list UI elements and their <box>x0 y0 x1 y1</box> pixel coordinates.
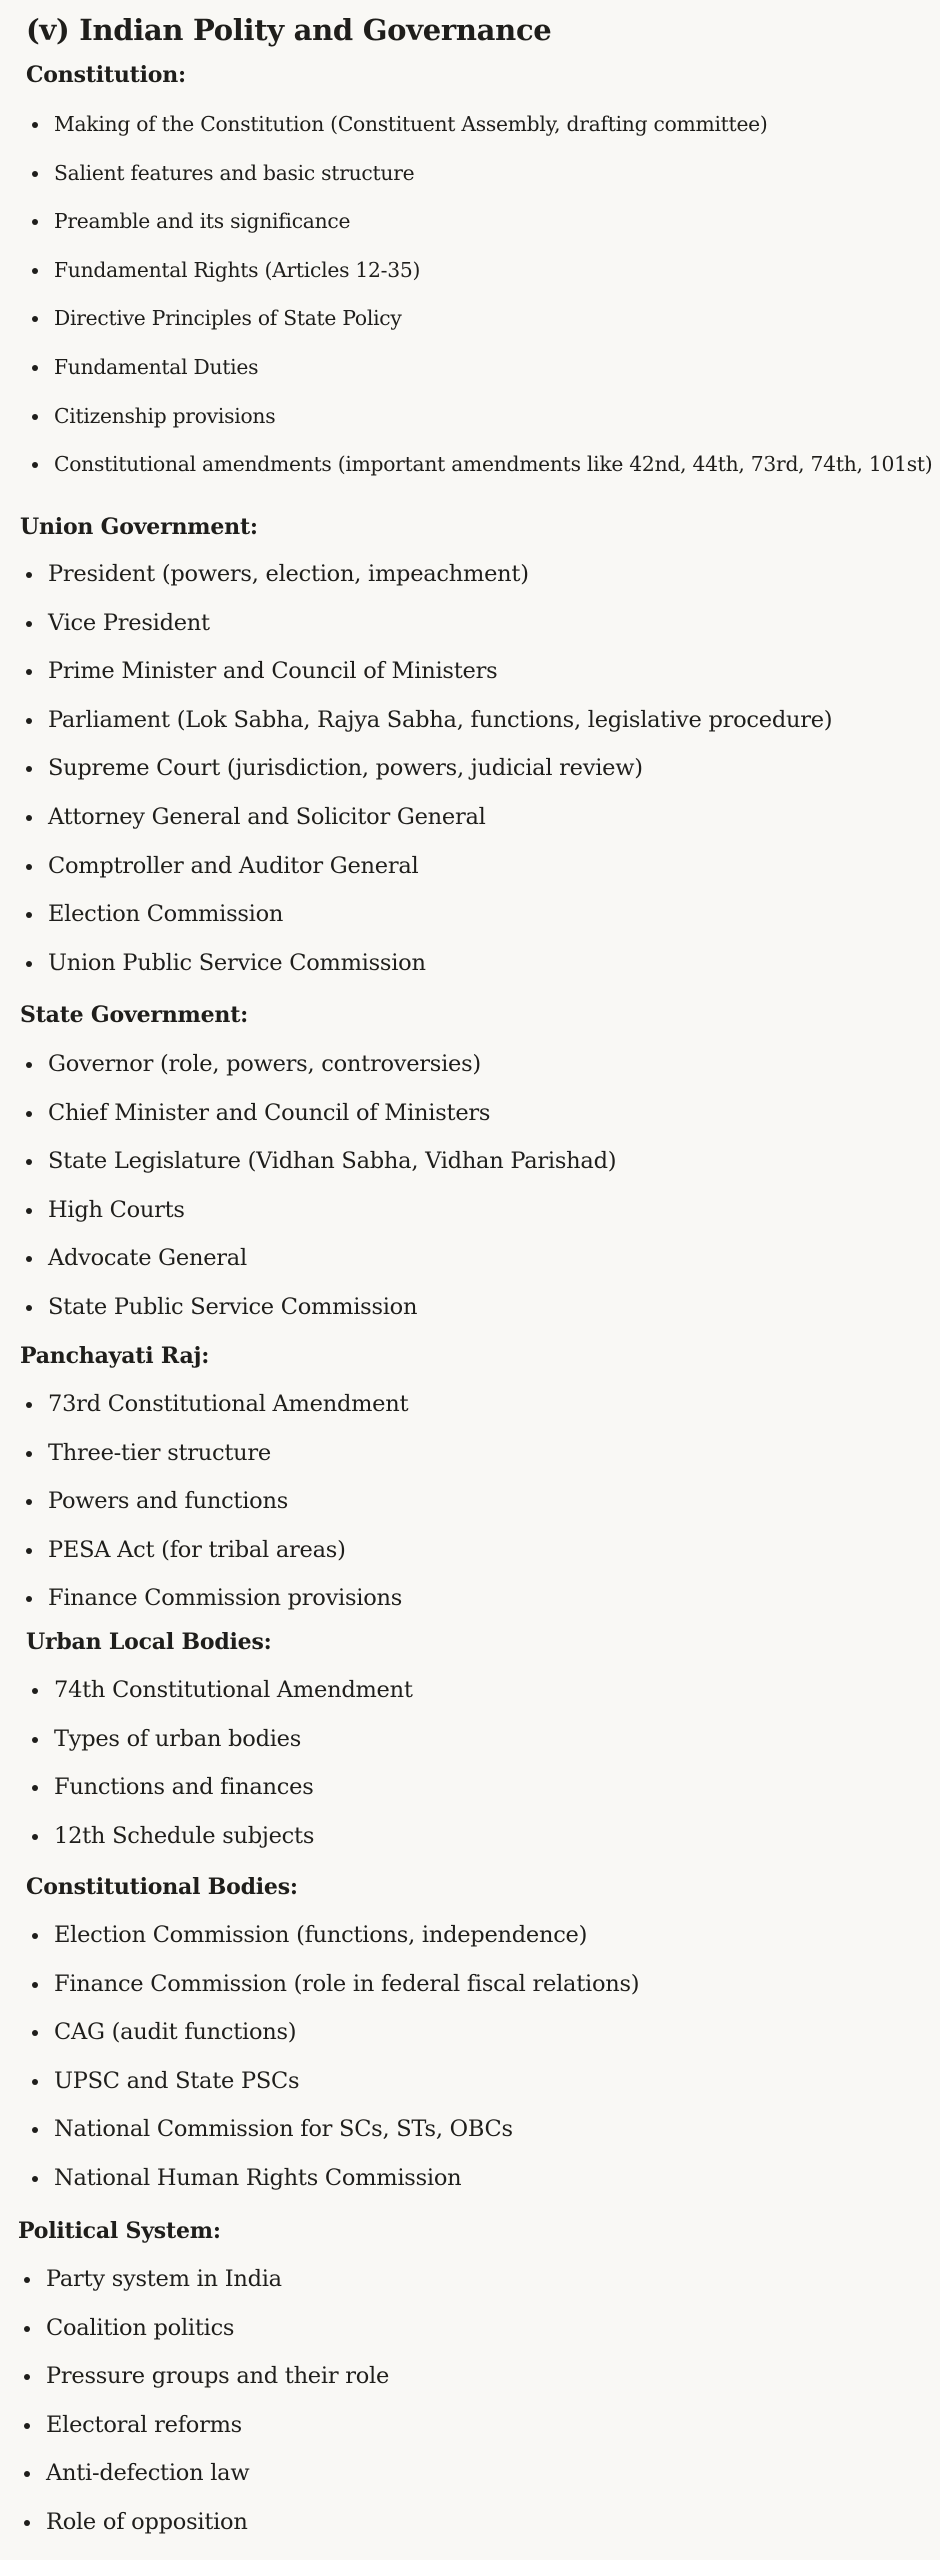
item-list <box>24 2255 389 2547</box>
page-title: (v) Indian Polity and Governance <box>26 13 552 47</box>
list-item: Constitutional amendments (important amendments like 42nd, 44th, 73rd, 74th, 101st) <box>32 440 932 489</box>
list-item: Election Commission <box>26 890 832 939</box>
list-item: Chief Minister and Council of Ministers <box>26 1089 616 1138</box>
list-item: State Public Service Commission <box>26 1283 616 1332</box>
item-list <box>32 100 932 489</box>
item-list <box>32 1911 639 2203</box>
section-heading: Union Government: <box>20 514 258 540</box>
list-item: Finance Commission (role in federal fiscal relations) <box>32 1960 639 2009</box>
list-item: 73rd Constitutional Amendment <box>26 1380 408 1429</box>
section-heading: Constitution: <box>26 62 186 88</box>
list-item: Parliament (Lok Sabha, Rajya Sabha, functions, legislative procedure) <box>26 696 832 745</box>
list-item: Coalition politics <box>24 2304 389 2353</box>
item-list <box>26 550 832 987</box>
list-item: President (powers, election, impeachment) <box>26 550 832 599</box>
list-item: Citizenship provisions <box>32 392 932 441</box>
list-item: Types of urban bodies <box>32 1715 413 1764</box>
list-item: High Courts <box>26 1186 616 1235</box>
list-item: Attorney General and Solicitor General <box>26 793 832 842</box>
section-heading: State Government: <box>20 1002 249 1028</box>
section-heading: Panchayati Raj: <box>20 1343 210 1369</box>
list-item: Fundamental Rights (Articles 12-35) <box>32 246 932 295</box>
list-item: Making of the Constitution (Constituent Assembly, drafting committee) <box>32 100 932 149</box>
list-item: PESA Act (for tribal areas) <box>26 1526 408 1575</box>
section-heading: Urban Local Bodies: <box>26 1629 272 1655</box>
list-item: Directive Principles of State Policy <box>32 294 932 343</box>
list-item: Fundamental Duties <box>32 343 932 392</box>
list-item: National Commission for SCs, STs, OBCs <box>32 2105 639 2154</box>
list-item: 12th Schedule subjects <box>32 1812 413 1861</box>
list-item: Anti-defection law <box>24 2449 389 2498</box>
list-item: Advocate General <box>26 1234 616 1283</box>
list-item: Finance Commission provisions <box>26 1574 408 1623</box>
list-item: Functions and finances <box>32 1763 413 1812</box>
item-list <box>26 1380 408 1623</box>
list-item: Governor (role, powers, controversies) <box>26 1040 616 1089</box>
item-list <box>26 1040 616 1332</box>
list-item: UPSC and State PSCs <box>32 2057 639 2106</box>
list-item: Union Public Service Commission <box>26 939 832 988</box>
list-item: Salient features and basic structure <box>32 149 932 198</box>
section-heading: Political System: <box>18 2218 221 2244</box>
list-item: Powers and functions <box>26 1477 408 1526</box>
list-item: State Legislature (Vidhan Sabha, Vidhan Parishad) <box>26 1137 616 1186</box>
list-item: Comptroller and Auditor General <box>26 842 832 891</box>
list-item: Vice President <box>26 599 832 648</box>
list-item: National Human Rights Commission <box>32 2154 639 2203</box>
section-heading: Constitutional Bodies: <box>26 1874 298 1900</box>
list-item: Election Commission (functions, independence) <box>32 1911 639 1960</box>
list-item: Three-tier structure <box>26 1429 408 1478</box>
list-item: CAG (audit functions) <box>32 2008 639 2057</box>
list-item: Prime Minister and Council of Ministers <box>26 647 832 696</box>
list-item: Preamble and its significance <box>32 197 932 246</box>
item-list <box>32 1666 413 1860</box>
list-item: Party system in India <box>24 2255 389 2304</box>
list-item: Electoral reforms <box>24 2401 389 2450</box>
list-item: Role of opposition <box>24 2498 389 2547</box>
list-item: Pressure groups and their role <box>24 2352 389 2401</box>
list-item: Supreme Court (jurisdiction, powers, judicial review) <box>26 744 832 793</box>
list-item: 74th Constitutional Amendment <box>32 1666 413 1715</box>
